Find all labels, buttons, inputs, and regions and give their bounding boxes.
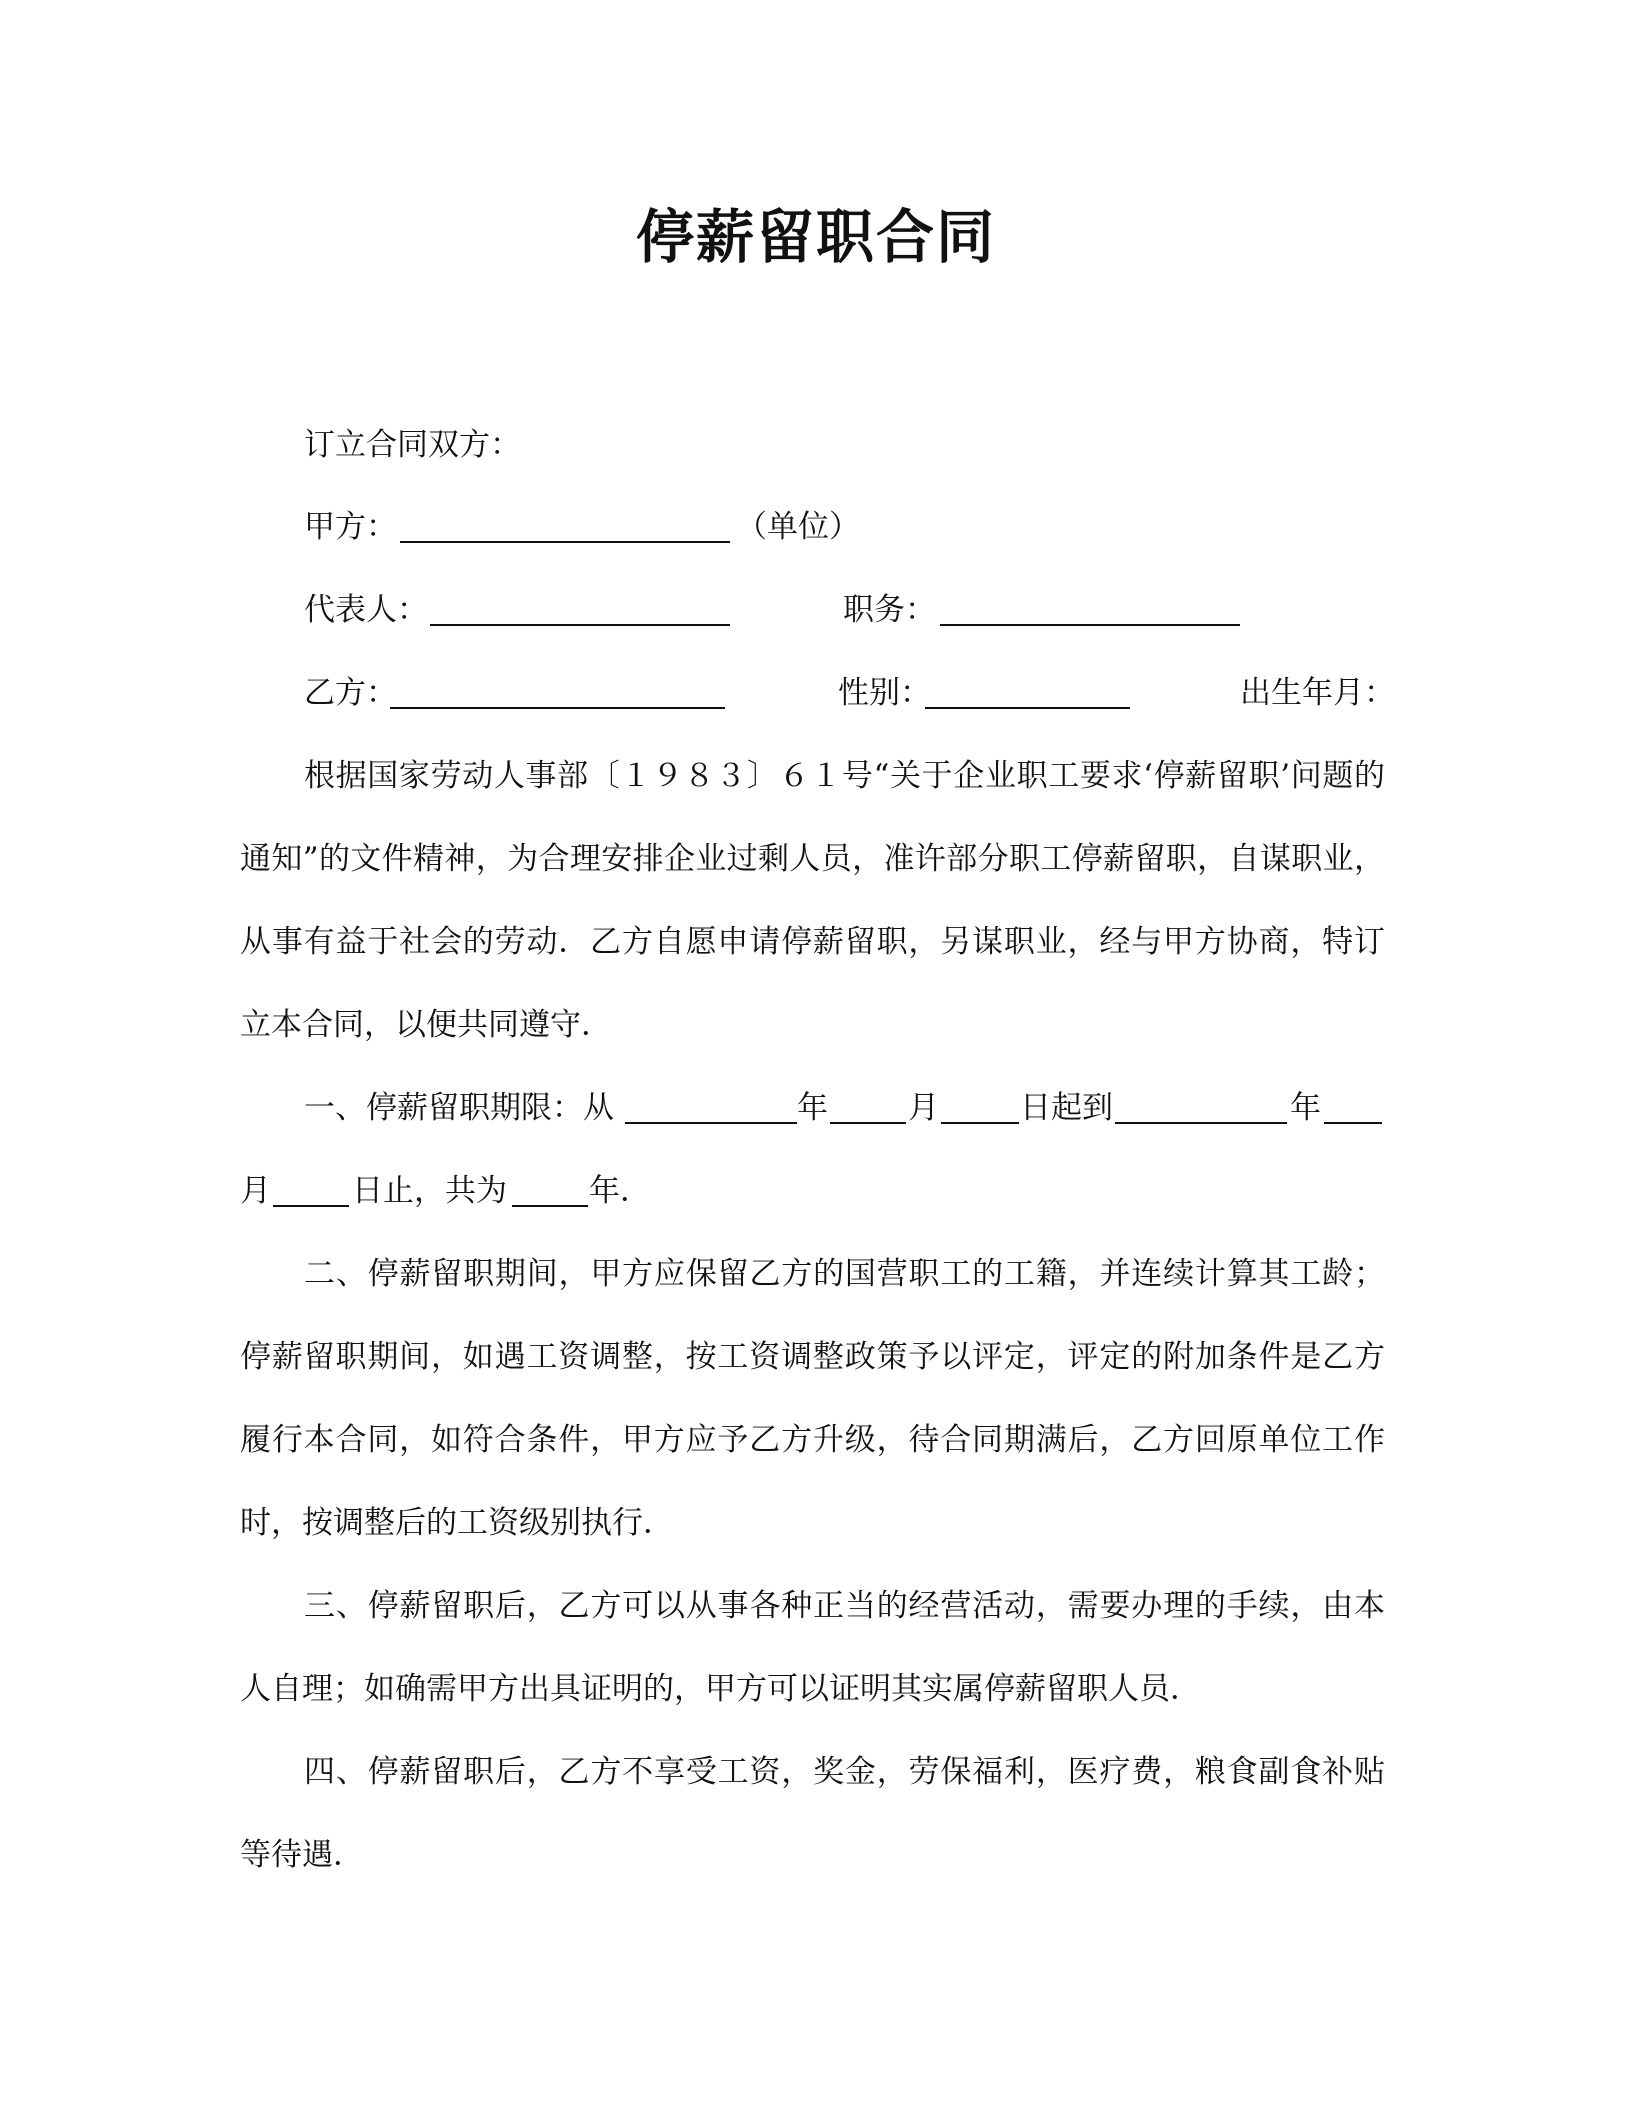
gender-blank [925,705,1130,709]
party-b-label: 乙方： [304,675,397,711]
position-label: 职务： [843,592,936,628]
clause4-line-1: 四、停薪留职后，乙方不享受工资，奖金，劳保福利，医疗费，粮食副食补贴 [304,1754,1385,1790]
clause1-month: 月 [908,1090,939,1126]
party-a-blank [400,539,730,543]
gender-label: 性别： [838,675,931,711]
parties-heading: 订立合同双方： [304,427,521,463]
clause2-line-2: 停薪留职期间，如遇工资调整，按工资调整政策予以评定，评定的附加条件是乙方 [240,1339,1385,1375]
clause2-line-3: 履行本合同，如符合条件，甲方应予乙方升级，待合同期满后，乙方回原单位工作 [240,1422,1385,1458]
clause1-day-from: 日起到 [1020,1090,1113,1126]
party-b-blank [390,705,725,709]
clause1-year2-blank [1115,1120,1287,1124]
position-blank [940,622,1240,626]
party-a-suffix: （单位） [736,509,860,545]
party-a-label: 甲方： [304,509,397,545]
clause3-line-1: 三、停薪留职后，乙方可以从事各种正当的经营活动，需要办理的手续，由本 [304,1588,1385,1624]
clause1-day-blank [941,1120,1019,1124]
clause4-line-2: 等待遇． [240,1837,364,1873]
clause1-year-blank [625,1120,797,1124]
preamble-line-3: 从事有益于社会的劳动．乙方自愿申请停薪留职，另谋职业，经与甲方协商，特订 [240,924,1385,960]
clause1-prefix: 一、停薪留职期限：从 [304,1090,614,1126]
clause1-year: 年 [797,1090,828,1126]
clause2-line-1: 二、停薪留职期间，甲方应保留乙方的国营职工的工籍，并连续计算其工龄； [304,1256,1385,1292]
clause1-month2: 月 [240,1173,271,1209]
preamble-line-1: 根据国家劳动人事部〔１９８３〕６１号“关于企业职工要求‘停薪留职’问题的 [304,758,1385,794]
document-title: 停薪留职合同 [635,203,996,271]
clause1-day-until: 日止，共为 [352,1173,507,1209]
birth-label: 出生年月： [1240,675,1395,711]
clause1-month-blank [830,1120,906,1124]
representative-label: 代表人： [304,592,428,628]
clause1-total-blank [512,1203,588,1207]
representative-blank [430,622,730,626]
clause1-day2-blank [273,1203,349,1207]
clause1-year2: 年 [1290,1090,1321,1126]
clause2-line-4: 时，按调整后的工资级别执行． [240,1505,674,1541]
clause1-month2-blank-start [1324,1120,1382,1124]
clause3-line-2: 人自理；如确需甲方出具证明的，甲方可以证明其实属停薪留职人员． [240,1671,1201,1707]
preamble-line-2: 通知”的文件精神，为合理安排企业过剩人员，准许部分职工停薪留职，自谋职业， [240,841,1385,877]
clause1-years-end: 年． [589,1173,651,1209]
preamble-line-4: 立本合同，以便共同遵守． [240,1007,612,1043]
